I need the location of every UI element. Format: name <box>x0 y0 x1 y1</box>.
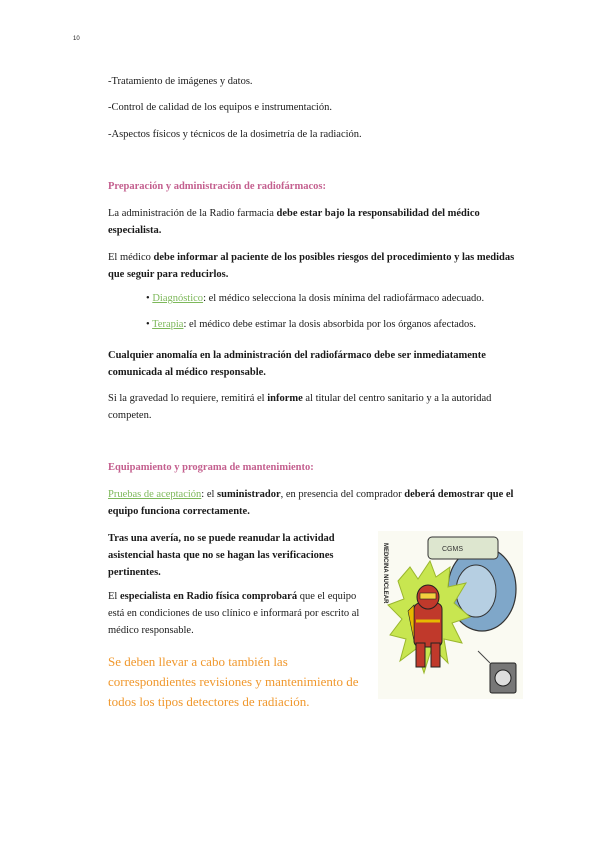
paragraph <box>108 588 370 639</box>
bold-text: deberá demostrar que el equipo funciona correctamente. <box>108 489 514 517</box>
terapia-link[interactable]: Terapia <box>152 319 184 330</box>
bold-text: Tras una avería, no se puede reanudar la actividad asistencial hasta que no se hagan las verificaciones pertinentes. <box>108 533 335 578</box>
text: El médico <box>108 252 154 263</box>
intro-item: -Control de calidad de los equipos e instrumentación. <box>108 102 332 113</box>
svg-text:CGMS: CGMS <box>442 546 463 553</box>
bold-text: informe <box>267 393 303 404</box>
section-heading: Preparación y administración de radiofármacos: <box>108 181 326 192</box>
paragraph <box>108 486 528 520</box>
vertical-label: MEDICINA NUCLEAR <box>382 543 388 604</box>
bullet-item: • Terapia: el médico debe estimar la dosis absorbida por los órganos afectados. <box>146 319 477 330</box>
pruebas-link[interactable]: Pruebas de aceptación <box>108 489 202 500</box>
superhero-cartoon <box>378 531 523 699</box>
paragraph <box>108 530 368 581</box>
bold-text: debe estar bajo la responsabilidad del médico especialista. <box>108 208 480 236</box>
paragraph <box>108 390 508 424</box>
paragraph <box>108 347 518 381</box>
bullet-item: • Diagnóstico: el médico selecciona la dosis mínima del radiofármaco adecuado. <box>146 293 485 304</box>
intro-item: -Aspectos físicos y técnicos de la dosimetría de la radiación. <box>108 129 362 140</box>
text: Si la gravedad lo requiere, remitirá el <box>108 393 268 404</box>
section-heading: Equipamiento y programa de mantenimiento: <box>108 462 314 473</box>
diagnostico-link[interactable]: Diagnóstico <box>152 293 204 304</box>
page-number: 10 <box>73 36 80 42</box>
bold-text: debe informar al paciente de los posibles riesgos del procedimiento y las medidas que seguir para reducirlos. <box>108 252 515 280</box>
text: La administración de la Radio farmacia <box>108 208 277 219</box>
bold-text: suministrador <box>217 489 281 500</box>
orange-note: Se deben llevar a cabo también las correspondientes revisiones y mantenimiento de todos los tipos detectores de radiación. <box>108 654 359 709</box>
bullet-text: : el médico selecciona la dosis mínima del radiofármaco adecuado. <box>203 293 485 304</box>
intro-item: -Tratamiento de imágenes y datos. <box>108 76 253 87</box>
text: El <box>108 591 120 602</box>
text: : el <box>201 489 218 500</box>
bullet-text: : el médico debe estimar la dosis absorbida por los órganos afectados. <box>183 319 477 330</box>
paragraph <box>108 249 528 283</box>
text: que el equipo está en condiciones de uso clínico e informará por escrito al médico responsable. <box>108 591 360 636</box>
paragraph <box>108 205 518 239</box>
bold-text: Cualquier anomalía en la administración del radiofármaco debe ser inmediatamente comunicada al médico responsable. <box>108 350 486 378</box>
nuclear-medicine-illustration <box>378 531 523 699</box>
text: , en presencia del comprador <box>280 489 405 500</box>
text: al titular del centro sanitario y a la autoridad competen. <box>108 393 492 421</box>
bold-text: especialista en Radio física comprobará <box>119 591 298 602</box>
